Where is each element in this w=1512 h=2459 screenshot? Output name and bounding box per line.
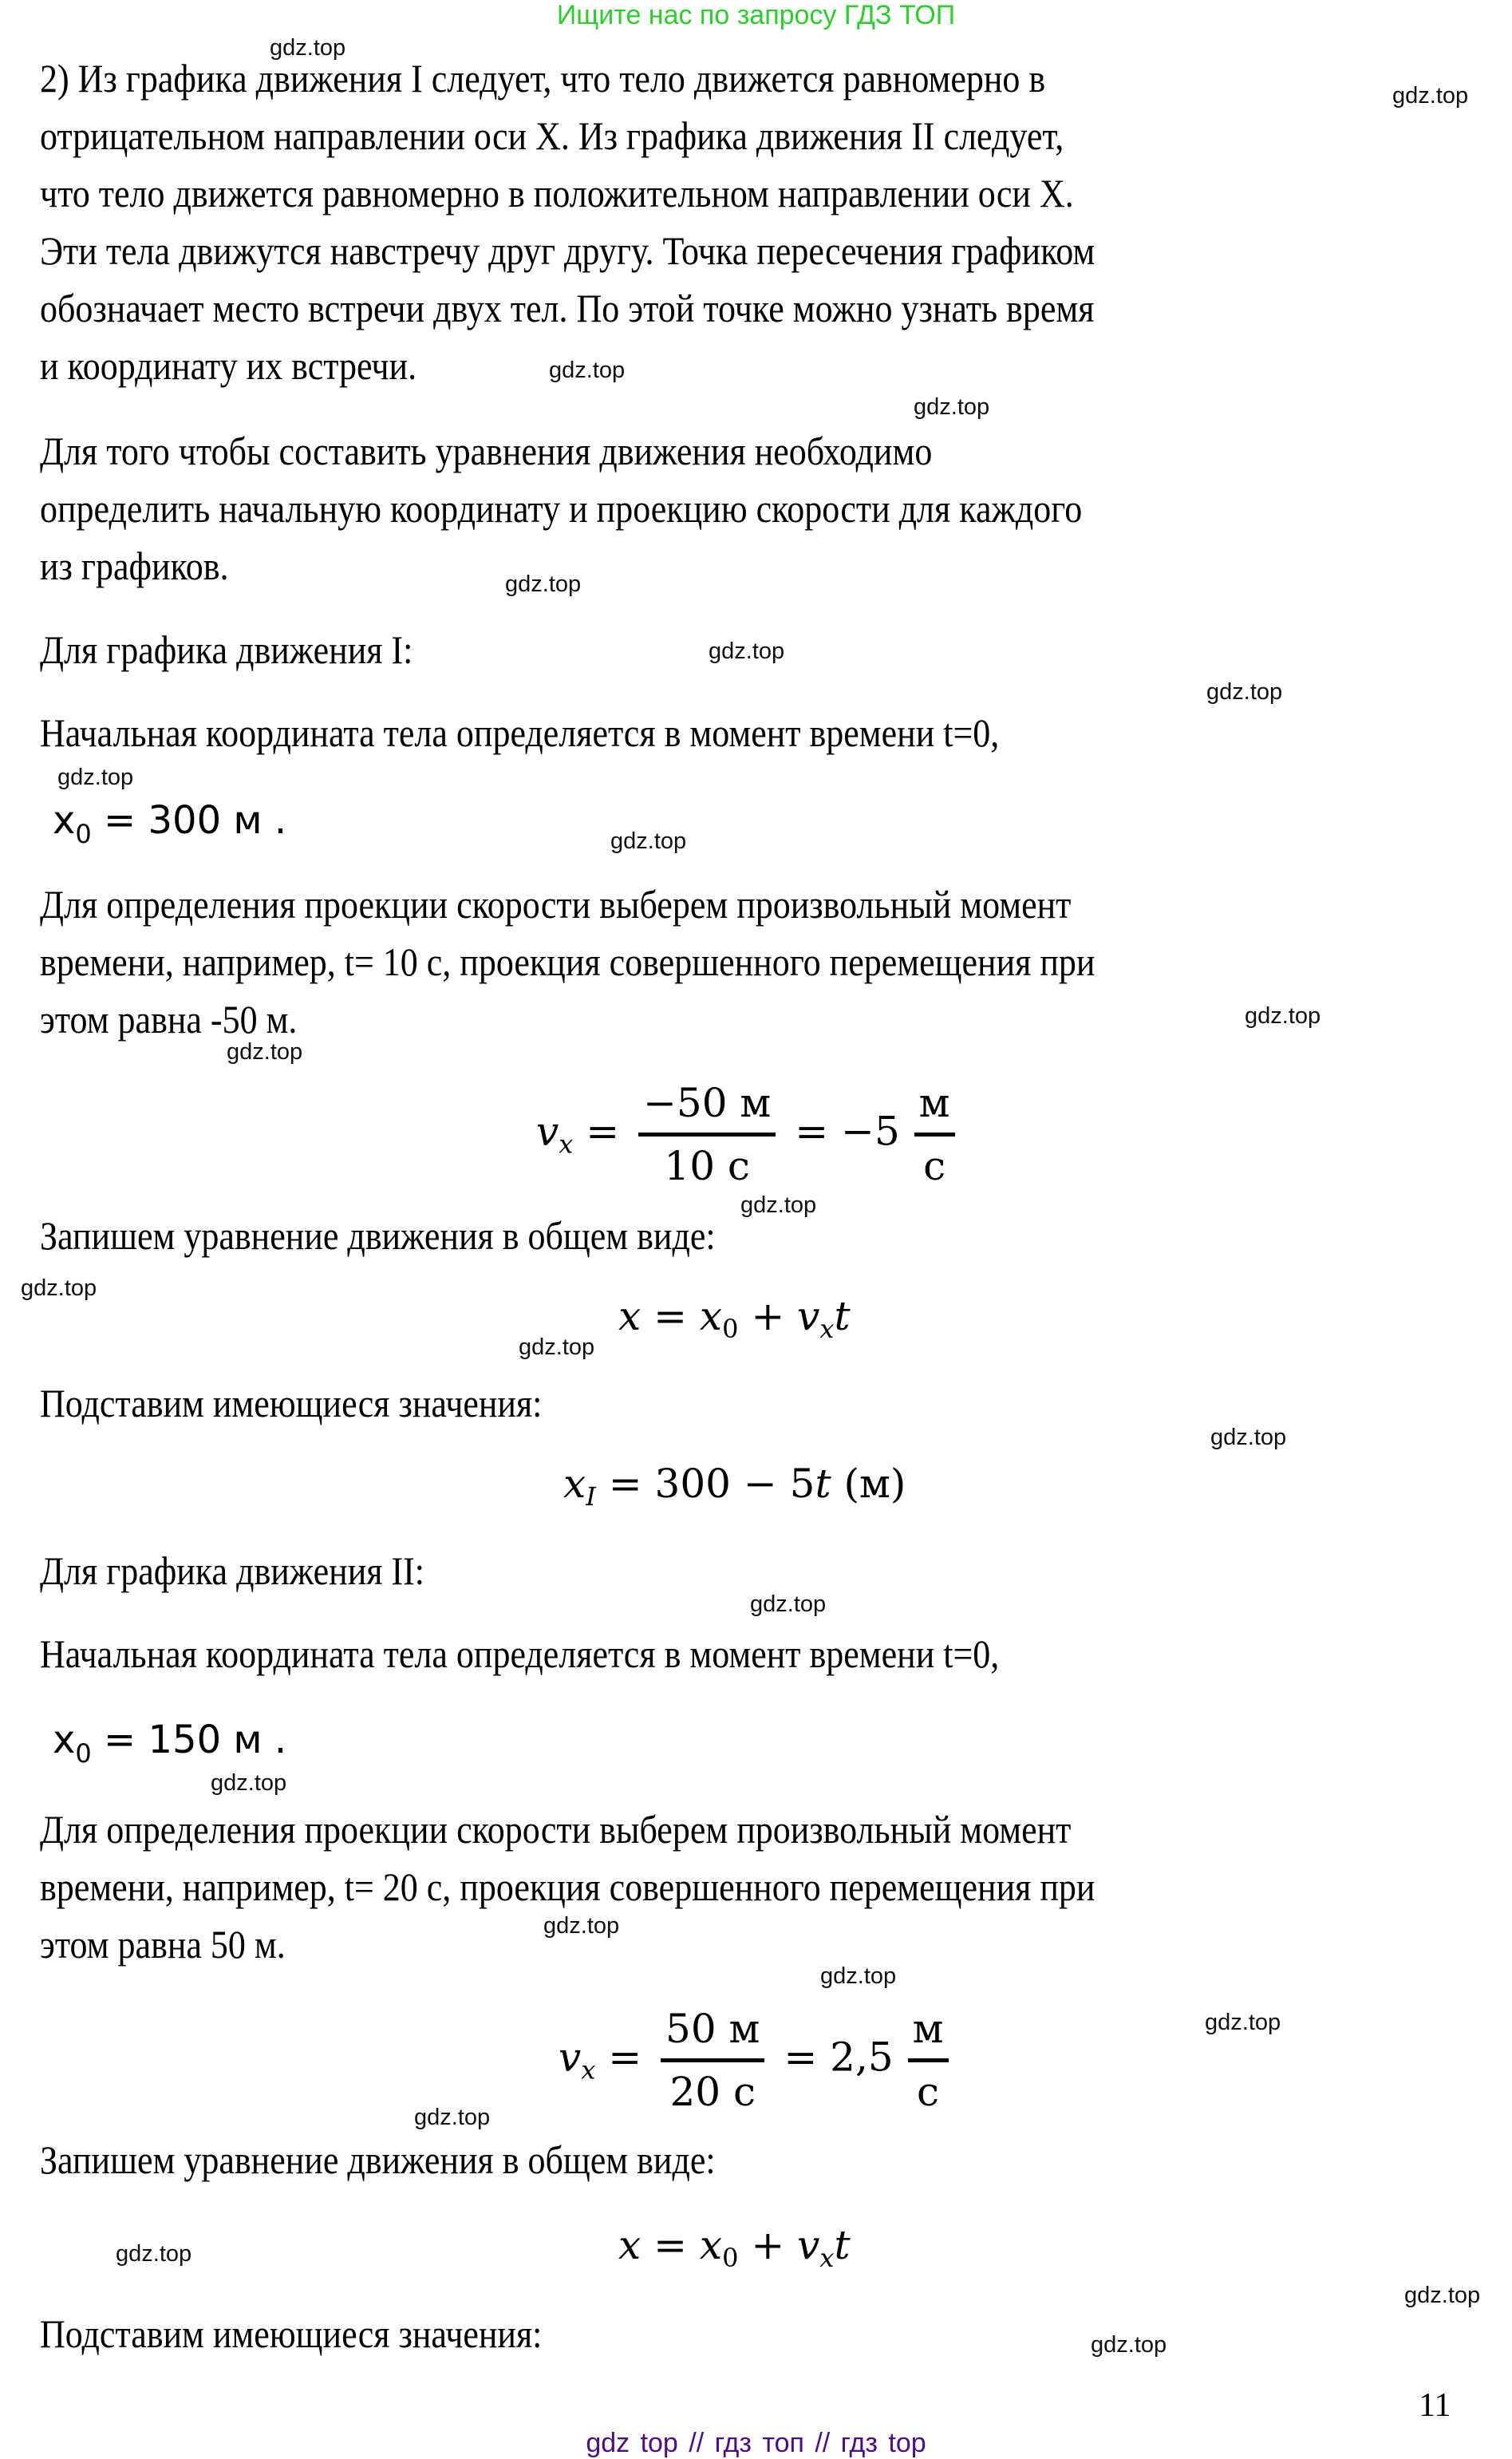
x0-value: = 300 м . bbox=[91, 798, 287, 843]
denominator: 10 с bbox=[664, 1143, 750, 1189]
equals-sign: = bbox=[795, 1108, 829, 1155]
x-symbol: x bbox=[563, 1461, 586, 1507]
x-symbol: x bbox=[618, 1293, 642, 1339]
velocity-formula bbox=[559, 1999, 955, 2121]
watermark: gdz.top bbox=[709, 638, 785, 664]
x0-symbol: x bbox=[53, 1718, 76, 1762]
initial-coordinate bbox=[53, 798, 286, 849]
unit-numerator: м bbox=[912, 2006, 944, 2052]
x0-symbol: x bbox=[53, 798, 76, 843]
subscript: 0 bbox=[722, 1314, 739, 1344]
initial-coordinate bbox=[53, 1718, 286, 1769]
text-line: определить начальную координату и проекцию скорости для каждого bbox=[40, 486, 1083, 531]
text-line: этом равна 50 м. bbox=[40, 1922, 286, 1967]
text-line: времени, например, t= 10 с, проекция совершенного перемещения при bbox=[40, 939, 1096, 984]
watermark: gdz.top bbox=[1210, 1425, 1287, 1450]
section-heading: Для графика движения I: bbox=[40, 627, 413, 672]
equals-sign: = bbox=[641, 1293, 700, 1339]
watermark: gdz.top bbox=[519, 1334, 595, 1360]
numerator: −50 м bbox=[643, 1080, 772, 1126]
general-equation bbox=[618, 1293, 851, 1344]
general-equation bbox=[618, 2222, 851, 2273]
subscript: 0 bbox=[722, 2243, 739, 2273]
unit: (м) bbox=[831, 1461, 906, 1507]
text-line: Начальная координата тела определяется в момент времени t=0, bbox=[40, 710, 1000, 755]
subscript: x bbox=[819, 2243, 835, 2273]
watermark: gdz.top bbox=[1245, 1003, 1321, 1029]
text-line: Подставим имеющиеся значения: bbox=[40, 2311, 543, 2356]
unit-numerator: м bbox=[918, 1080, 950, 1126]
final-equation-1 bbox=[563, 1461, 906, 1512]
velocity-result: −5 bbox=[841, 1108, 900, 1155]
fraction bbox=[638, 1073, 776, 1196]
text-line: Для определения проекции скорости выберем произвольный момент bbox=[40, 1807, 1072, 1852]
watermark: gdz.top bbox=[750, 1591, 827, 1617]
watermark: gdz.top bbox=[1091, 2332, 1167, 2358]
text-line: Запишем уравнение движения в общем виде: bbox=[40, 2137, 716, 2182]
equals-sign: = bbox=[784, 2034, 818, 2081]
velocity-formula bbox=[536, 1073, 961, 1196]
watermark: gdz.top bbox=[543, 1913, 620, 1939]
x0-subscript: 0 bbox=[75, 1738, 92, 1769]
fraction bbox=[661, 1999, 764, 2121]
text-line: этом равна -50 м. bbox=[40, 997, 298, 1042]
x-subscript: x bbox=[559, 1129, 574, 1160]
x0-subscript: 0 bbox=[75, 819, 92, 849]
watermark: gdz.top bbox=[270, 35, 346, 61]
search-hint-banner: Ищите нас по запросу ГДЗ ТОП bbox=[556, 0, 956, 30]
v-symbol: v bbox=[559, 2034, 582, 2081]
equals-sign: = bbox=[608, 2034, 642, 2081]
unit-fraction bbox=[908, 1999, 949, 2121]
watermark: gdz.top bbox=[1206, 679, 1283, 705]
text-line: Запишем уравнение движения в общем виде: bbox=[40, 1213, 716, 1258]
equation-rhs: = 300 − 5 bbox=[595, 1461, 815, 1507]
watermark: gdz.top bbox=[914, 394, 990, 420]
equals-sign: = bbox=[586, 1108, 620, 1155]
watermark: gdz.top bbox=[1404, 2283, 1481, 2308]
watermark: gdz.top bbox=[1205, 2010, 1281, 2035]
t-symbol: t bbox=[834, 2222, 851, 2268]
text-line: и координату их встречи. bbox=[40, 343, 417, 388]
watermark: gdz.top bbox=[116, 2241, 192, 2267]
unit-denominator: с bbox=[923, 1143, 946, 1189]
watermark: gdz.top bbox=[820, 1963, 897, 1989]
page-number: 11 bbox=[1419, 2387, 1451, 2424]
text-line: Начальная координата тела определяется в момент времени t=0, bbox=[40, 1631, 1000, 1676]
subscript: I bbox=[586, 1481, 596, 1512]
t-symbol: t bbox=[834, 1293, 851, 1339]
text-line: из графиков. bbox=[40, 544, 229, 588]
x0-value: = 150 м . bbox=[91, 1718, 287, 1762]
watermark: gdz.top bbox=[549, 358, 626, 383]
v-symbol: v bbox=[536, 1108, 559, 1155]
watermark: gdz.top bbox=[414, 2105, 491, 2130]
unit-denominator: с bbox=[917, 2069, 940, 2115]
numerator: 50 м bbox=[665, 2006, 760, 2052]
text-line: обозначает место встречи двух тел. По этой точке можно узнать время bbox=[40, 286, 1095, 330]
text-line: Подставим имеющиеся значения: bbox=[40, 1381, 543, 1425]
velocity-result: 2,5 bbox=[830, 2034, 894, 2081]
watermark: gdz.top bbox=[505, 571, 582, 597]
watermark: gdz.top bbox=[740, 1192, 817, 1218]
unit-fraction bbox=[914, 1073, 955, 1196]
text-line: отрицательном направлении оси X. Из графика движения II следует, bbox=[40, 113, 1064, 158]
text-line: Для того чтобы составить уравнения движения необходимо bbox=[40, 429, 933, 473]
watermark: gdz.top bbox=[227, 1039, 303, 1065]
equals-sign: = bbox=[641, 2222, 700, 2268]
plus-sign: + bbox=[738, 2222, 798, 2268]
watermark: gdz.top bbox=[610, 828, 687, 854]
text-line: что тело движется равномерно в положительном направлении оси X. bbox=[40, 171, 1074, 215]
watermark: gdz.top bbox=[211, 1770, 287, 1796]
watermark: gdz.top bbox=[57, 765, 134, 790]
watermark: gdz.top bbox=[1392, 83, 1469, 109]
denominator: 20 с bbox=[669, 2069, 756, 2115]
x-symbol: x bbox=[618, 2222, 642, 2268]
x0-symbol: x bbox=[699, 1293, 723, 1339]
text-line: времени, например, t= 20 с, проекция совершенного перемещения при bbox=[40, 1864, 1096, 1909]
v-symbol: v bbox=[797, 1293, 820, 1339]
watermark: gdz.top bbox=[21, 1275, 97, 1301]
t-symbol: t bbox=[815, 1461, 831, 1507]
text-line: 2) Из графика движения I следует, что тело движется равномерно в bbox=[40, 56, 1046, 101]
v-symbol: v bbox=[797, 2222, 820, 2268]
text-line: Для определения проекции скорости выберем произвольный момент bbox=[40, 882, 1072, 927]
plus-sign: + bbox=[738, 1293, 798, 1339]
x-subscript: x bbox=[581, 2054, 596, 2085]
footer-links[interactable]: gdz top // гдз топ // гдз top bbox=[586, 2428, 926, 2458]
x0-symbol: x bbox=[699, 2222, 723, 2268]
section-heading: Для графика движения II: bbox=[40, 1548, 425, 1593]
subscript: x bbox=[819, 1314, 835, 1344]
text-line: Эти тела движутся навстречу друг другу. Точка пересечения графиком bbox=[40, 228, 1096, 273]
